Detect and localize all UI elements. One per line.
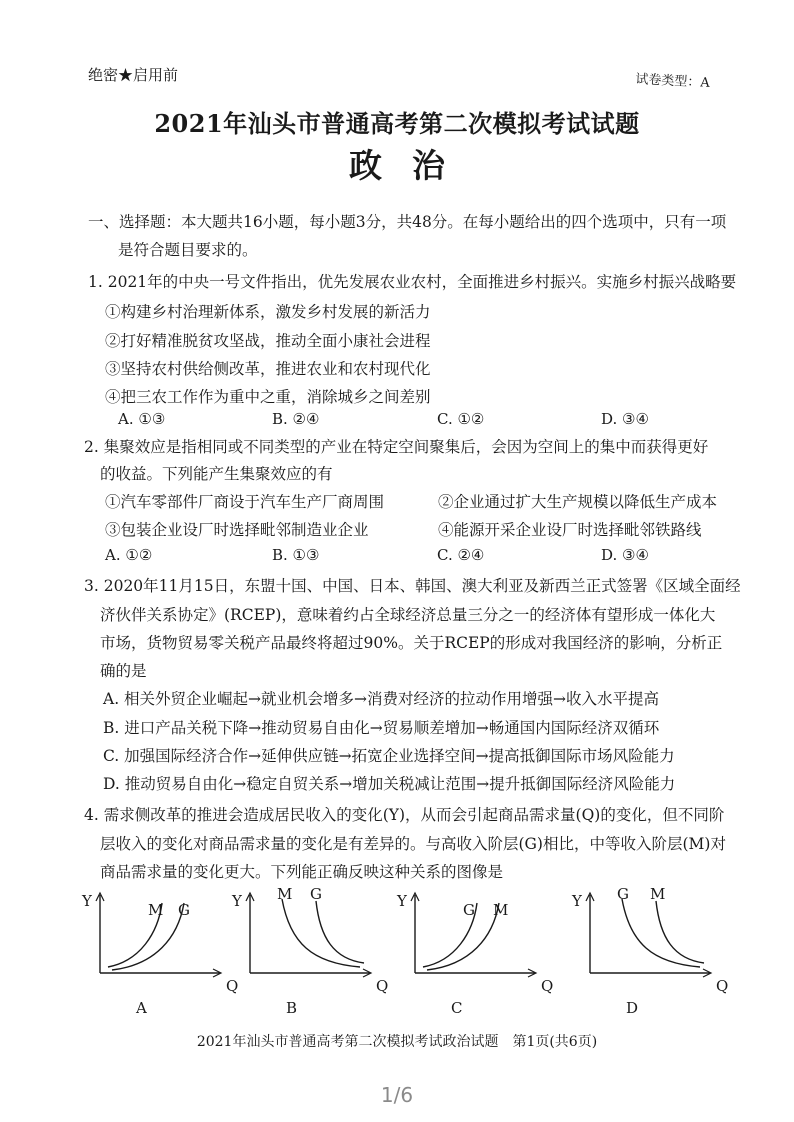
graph-D-curve-1 bbox=[622, 899, 700, 967]
q2-stem-line2: 的收益。下列能产生集聚效应的有 bbox=[100, 465, 333, 483]
graph-D-x-label: Q bbox=[716, 977, 729, 995]
q1-option-a: A. ①③ bbox=[118, 410, 166, 428]
exam-title: 2021年汕头市普通高考第二次模拟考试试题 bbox=[154, 109, 640, 138]
graph-C-x-label: Q bbox=[541, 977, 554, 995]
section-instruction-line1: 一、选择题：本大题共16小题，每小题3分，共48分。在每小题给出的四个选项中，只有一项 bbox=[88, 213, 727, 231]
graph-A-y-label: Y bbox=[82, 892, 92, 910]
graph-D-y-label: Y bbox=[572, 892, 582, 910]
graph-B-x-label: Q bbox=[376, 977, 389, 995]
graph-C-curve-2-label: M bbox=[493, 901, 509, 919]
q1-item-2: ②打好精准脱贫攻坚战，推动全面小康社会进程 bbox=[105, 332, 431, 350]
q1-stem: 1. 2021年的中央一号文件指出，优先发展农业农村，全面推进乡村振兴。实施乡村振兴战略要 bbox=[88, 273, 737, 291]
q1-option-b: B. ②④ bbox=[272, 410, 320, 428]
paper-type-label: 试卷类型：A bbox=[635, 71, 711, 91]
q2-option-a: A. ①② bbox=[105, 546, 153, 564]
graph-B-caption: B bbox=[286, 999, 298, 1017]
q2-item-4: ④能源开采企业设厂时选择毗邻铁路线 bbox=[438, 521, 702, 539]
q4-stem-line1: 4. 需求侧改革的推进会造成居民收入的变化(Y)，从而会引起商品需求量(Q)的变化，但不同阶 bbox=[84, 806, 725, 824]
graph-A-curve-2-label: G bbox=[178, 901, 190, 919]
graph-A-caption: A bbox=[136, 999, 147, 1017]
graph-D-curve-1-label: G bbox=[617, 885, 629, 903]
graph-D-curve-2 bbox=[656, 901, 704, 963]
q4-graphs bbox=[70, 885, 729, 1020]
secret-label: 绝密★启用前 bbox=[88, 66, 179, 84]
q4-stem-line2: 层收入的变化对商品需求量的变化是有差异的。与高收入阶层(G)相比，中等收入阶层(M)对 bbox=[100, 835, 726, 853]
q3-option-d: D. 推动贸易自由化→稳定自贸关系→增加关税减让范围→提升抵御国际经济风险能力 bbox=[103, 775, 676, 793]
q1-option-d: D. ③④ bbox=[601, 410, 649, 428]
q2-option-d: D. ③④ bbox=[601, 546, 649, 564]
q2-option-c: C. ②④ bbox=[437, 546, 485, 564]
q4-stem-line3: 商品需求量的变化更大。下列能正确反映这种关系的图像是 bbox=[100, 863, 504, 881]
page-indicator: 1/6 bbox=[380, 1083, 414, 1107]
q3-stem-line2: 济伙伴关系协定》(RCEP)，意味着约占全球经济总量三分之一的经济体有望形成一体化大 bbox=[100, 606, 716, 624]
q2-stem-line1: 2. 集聚效应是指相同或不同类型的产业在特定空间聚集后，会因为空间上的集中而获得更好 bbox=[84, 438, 709, 456]
subject-title: 政治 bbox=[349, 146, 475, 185]
graph-C-curve-1-label: G bbox=[463, 901, 475, 919]
q1-item-1: ①构建乡村治理新体系，激发乡村发展的新活力 bbox=[105, 303, 431, 321]
q1-option-c: C. ①② bbox=[437, 410, 485, 428]
graph-A-curve-1-label: M bbox=[148, 901, 164, 919]
page-footer: 2021年汕头市普通高考第二次模拟考试政治试题 第1页(共6页) bbox=[196, 1034, 598, 1050]
q2-item-2: ②企业通过扩大生产规模以降低生产成本 bbox=[438, 493, 718, 511]
q2-item-3: ③包装企业设厂时选择毗邻制造业企业 bbox=[105, 521, 369, 539]
q3-stem-line3: 市场，货物贸易零关税产品最终将超过90%。关于RCEP的形成对我国经济的影响，分析正 bbox=[100, 634, 723, 652]
q2-item-1: ①汽车零部件厂商设于汽车生产厂商周围 bbox=[105, 493, 385, 511]
q1-item-4: ④把三农工作作为重中之重，消除城乡之间差别 bbox=[105, 388, 431, 406]
graph-C-y-label: Y bbox=[397, 892, 407, 910]
q3-option-c: C. 加强国际经济合作→延伸供应链→拓宽企业选择空间→提高抵御国际市场风险能力 bbox=[103, 747, 675, 765]
q2-option-b: B. ①③ bbox=[272, 546, 320, 564]
q3-stem-line4: 确的是 bbox=[100, 662, 147, 680]
q3-option-a: A. 相关外贸企业崛起→就业机会增多→消费对经济的拉动作用增强→收入水平提高 bbox=[103, 690, 660, 708]
graph-D-caption: D bbox=[626, 999, 639, 1017]
graph-B-curve-1 bbox=[282, 899, 360, 967]
graph-A-x-label: Q bbox=[226, 977, 239, 995]
graph-C-caption: C bbox=[451, 999, 463, 1017]
q1-item-3: ③坚持农村供给侧改革，推进农业和农村现代化 bbox=[105, 360, 431, 378]
graph-B-curve-2-label: G bbox=[310, 885, 322, 903]
q3-stem-line1: 3. 2020年11月15日，东盟十国、中国、日本、韩国、澳大利亚及新西兰正式签署《区域全面经 bbox=[84, 577, 741, 595]
graph-D-curve-2-label: M bbox=[650, 885, 666, 903]
section-instruction-line2: 是符合题目要求的。 bbox=[118, 241, 258, 259]
graph-B-curve-2 bbox=[316, 901, 364, 963]
graph-B-y-label: Y bbox=[232, 892, 242, 910]
q3-option-b: B. 进口产品关税下降→推动贸易自由化→贸易顺差增加→畅通国内国际经济双循环 bbox=[103, 719, 660, 737]
graph-B-curve-1-label: M bbox=[277, 885, 293, 903]
